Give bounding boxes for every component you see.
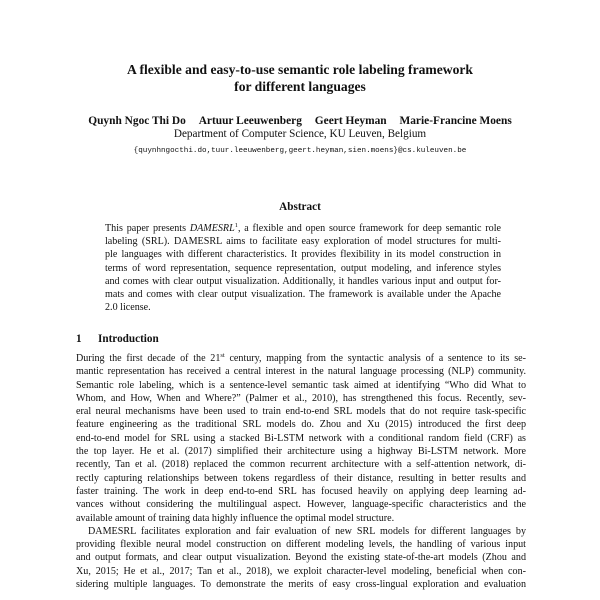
abstract-text [105, 222, 501, 314]
section-heading-introduction [76, 332, 159, 346]
abstract-line: mats and comes with clear output visualization. The framework is available under the Apache [105, 288, 501, 300]
author-emails: {quynhngocthi.do,tuur.leeuwenberg,geert.heyman,sien.moens}@cs.kuleuven.be [133, 147, 467, 155]
section-title: Introduction [98, 333, 159, 345]
body-line: vances without considering the multilingual aspect. However, language-specific characteristics and the [76, 499, 526, 511]
abstract-text-fragment: , a flexible and open source framework for deep semantic role [237, 223, 501, 234]
abstract-text-fragment: This paper presents [105, 223, 190, 234]
body-line: faster training. The work in deep end-to-end SRL has focused heavily on applying deep learning ad- [76, 485, 526, 497]
author-name: Marie-Francine Moens [399, 115, 512, 127]
body-line: Semantic role labeling, which is a sentence-level semantic task aimed at identifying “Who did What to [76, 379, 526, 391]
framework-name: DAMESRL [189, 223, 235, 234]
body-text-fragment: century, mapping from the syntactic analysis of a sentence to its se- [224, 353, 526, 364]
body-line: end-to-end model for SRL using a stacked Bi-LSTM network with a conditional random field (CRF) as [76, 432, 526, 444]
body-line: feature engineering as the traditional SRL models do. Zhou and Xu (2015) introduced the first deep [76, 419, 526, 431]
body-line: available amount of training data highly influence the optimal model structure. [76, 512, 395, 524]
body-line: Whom, and How, When and Where?” (Palmer et al., 2010), has strengthened this focus. Recently, sev- [76, 392, 526, 404]
abstract-line [105, 222, 501, 235]
section-number: 1 [76, 333, 82, 345]
body-line: DAMESRL facilitates exploration and fair evaluation of new SRL models for different languages by [88, 525, 526, 537]
body-line: providing flexible neural model construction on different modeling levels, the handling of various input [76, 539, 526, 551]
body-line: sidering multiple languages. To demonstrate the merits of easy cross-lingual exploration and evaluation [76, 579, 526, 591]
body-line: eral neural mechanisms have been used to train end-to-end SRL models that do not require task-specific [76, 406, 526, 418]
author-list [0, 114, 600, 128]
body-line: and output formats, and clear output visualization. Beyond the existing state-of-the-art models (Zhou and [76, 552, 526, 564]
author-name: Geert Heyman [314, 115, 387, 127]
abstract-line: 2.0 license. [105, 302, 151, 314]
abstract-line: labeling (SRL). DAMESRL aims to facilitate easy exploration of model structures for multi- [105, 236, 501, 248]
body-line: rectly capturing relationships between tokens regardless of their distance, resulting in better results and [76, 472, 526, 484]
abstract-line: ple languages with different characteristics. It provides flexibility in its model construction in [105, 249, 501, 261]
body-line: Xu, 2015; He et al., 2017; Tan et al., 2018), we exploit character-level modeling, beneficial when con- [76, 565, 526, 577]
body-line [76, 352, 526, 365]
paper-title-line-1: A flexible and easy-to-use semantic role labeling framework [127, 62, 473, 77]
introduction-body [76, 352, 526, 591]
body-line: recently, Tan et al. (2018) replaced the common recurrent architecture with a self-attention network, di- [76, 459, 526, 471]
paper-title-line-2: for different languages [234, 79, 366, 94]
affiliation: Department of Computer Science, KU Leuven, Belgium [173, 128, 427, 140]
body-line: mantic representation has received a central interest in the natural language processing (NLP) community. [76, 366, 526, 378]
body-text-fragment: During the first decade of the 21 [76, 353, 221, 364]
abstract-line: and comes with clear output visualization. Additionally, it handles various input and output for- [105, 275, 501, 287]
abstract-line: terms of word representation, sequence representation, output modeling, and inference styles [105, 262, 501, 274]
footnote-marker: 1 [234, 222, 238, 229]
author-name: Artuur Leeuwenberg [198, 115, 302, 127]
ordinal-suffix: st [220, 352, 225, 359]
author-name: Quynh Ngoc Thi Do [88, 115, 186, 127]
body-line: the top layer. He et al. (2017) simplified their architecture using a highway Bi-LSTM network. More [76, 446, 526, 458]
abstract-heading: Abstract [279, 201, 321, 213]
